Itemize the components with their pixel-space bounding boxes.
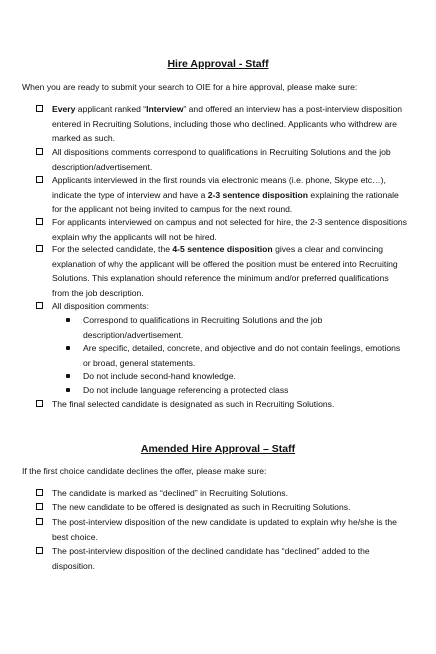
sub-list-item-text: Correspond to qualifications in Recruiting Solutions and the job description/advertisement. xyxy=(83,315,323,340)
item-text-part: explaining the rationale for the applicant not being invited to campus for the next round. xyxy=(52,189,399,215)
sub-list-item xyxy=(66,383,406,398)
amended-hire-approval-title: Amended Hire Approval – Staff xyxy=(140,443,296,455)
checklist-item xyxy=(36,242,408,300)
checkbox-icon[interactable] xyxy=(36,148,43,155)
bullet-icon xyxy=(66,374,70,378)
checklist-item-text: All disposition comments: xyxy=(52,301,149,311)
checkbox-icon[interactable] xyxy=(36,245,43,252)
checklist-item-text: The final selected candidate is designated as such in Recruiting Solutions. xyxy=(52,399,335,409)
checklist-item xyxy=(36,299,408,314)
item-text-part: ” and offered an interview has a post-interview disposition entered in Recruiting Solutions, including those who declined. Applicants who withdrew are marked as such. xyxy=(52,104,403,144)
checklist-item xyxy=(36,173,408,217)
hire-approval-title: Hire Approval - Staff xyxy=(167,58,269,70)
checkbox-icon[interactable] xyxy=(36,105,43,112)
checkbox-icon[interactable] xyxy=(36,400,43,407)
sub-list-item xyxy=(66,341,406,370)
item-text-part: Applicants interviewed in the first rounds via electronic means (i.e. phone, Skype etc…), indicate the type of interview and have a xyxy=(52,175,386,200)
checklist-item xyxy=(36,102,408,146)
checklist-item xyxy=(36,500,408,515)
sub-list-item-text: Do not include second-hand knowledge. xyxy=(83,371,236,381)
checkbox-icon[interactable] xyxy=(36,518,43,525)
item-text-part: applicant ranked “ xyxy=(75,104,147,114)
checklist-item xyxy=(36,215,408,244)
checklist-item xyxy=(36,515,408,544)
checklist-item-text: All dispositions comments correspond to qualifications in Recruiting Solutions and the job description/advertisement. xyxy=(52,147,391,172)
bullet-icon xyxy=(66,318,70,322)
checkbox-icon[interactable] xyxy=(36,176,43,183)
checkbox-icon[interactable] xyxy=(36,218,43,225)
checkbox-icon[interactable] xyxy=(36,302,43,309)
checklist-item-text: The new candidate to be offered is designated as such in Recruiting Solutions. xyxy=(52,502,351,512)
checklist-item-text xyxy=(36,102,408,146)
checklist-item-text: The post-interview disposition of the new candidate is updated to explain why he/she is the best choice. xyxy=(52,517,397,542)
item-text-part: For the selected candidate, the xyxy=(52,244,173,254)
checklist-item xyxy=(36,544,408,573)
emphasis-text: 4-5 sentence disposition xyxy=(172,244,273,254)
item-text-part: gives a clear and convincing explanation of why the applicant will be offered the position must be entered into Recruiting Solutions. This explanation should reference the minimum and/or preferred qualifications from the job description. xyxy=(52,244,398,298)
checklist-item-text: The post-interview disposition of the declined candidate has “declined” added to the disposition. xyxy=(52,546,370,571)
hire-approval-intro: When you are ready to submit your search to OIE for a hire approval, please make sure: xyxy=(22,82,358,92)
sub-list-item-text: Do not include language referencing a protected class xyxy=(83,385,289,395)
checkbox-icon[interactable] xyxy=(36,547,43,554)
sub-list-item xyxy=(66,313,406,342)
bullet-icon xyxy=(66,388,70,392)
checklist-item-text xyxy=(36,242,408,300)
checklist-item-text: The candidate is marked as “declined” in Recruiting Solutions. xyxy=(52,488,288,498)
checkbox-icon[interactable] xyxy=(36,489,43,496)
checklist-item xyxy=(36,145,408,174)
checklist-item-text: For applicants interviewed on campus and not selected for hire, the 2-3 sentence dispositions explain why the applicants will not be hired. xyxy=(52,217,407,242)
sub-list-item-text: Are specific, detailed, concrete, and objective and do not contain feelings, emotions or broad, general statements. xyxy=(83,343,401,368)
sub-list-item xyxy=(66,369,406,384)
emphasis-text: 2-3 sentence disposition xyxy=(207,189,309,200)
emphasis-text: Every xyxy=(52,104,76,114)
checklist-item-text xyxy=(36,173,408,217)
bullet-icon xyxy=(66,346,70,350)
checkbox-icon[interactable] xyxy=(36,503,43,510)
emphasis-text: Interview xyxy=(146,104,184,114)
amended-intro: If the first choice candidate declines the offer, please make sure: xyxy=(22,466,267,476)
checklist-item xyxy=(36,486,408,501)
checklist-item xyxy=(36,397,408,412)
